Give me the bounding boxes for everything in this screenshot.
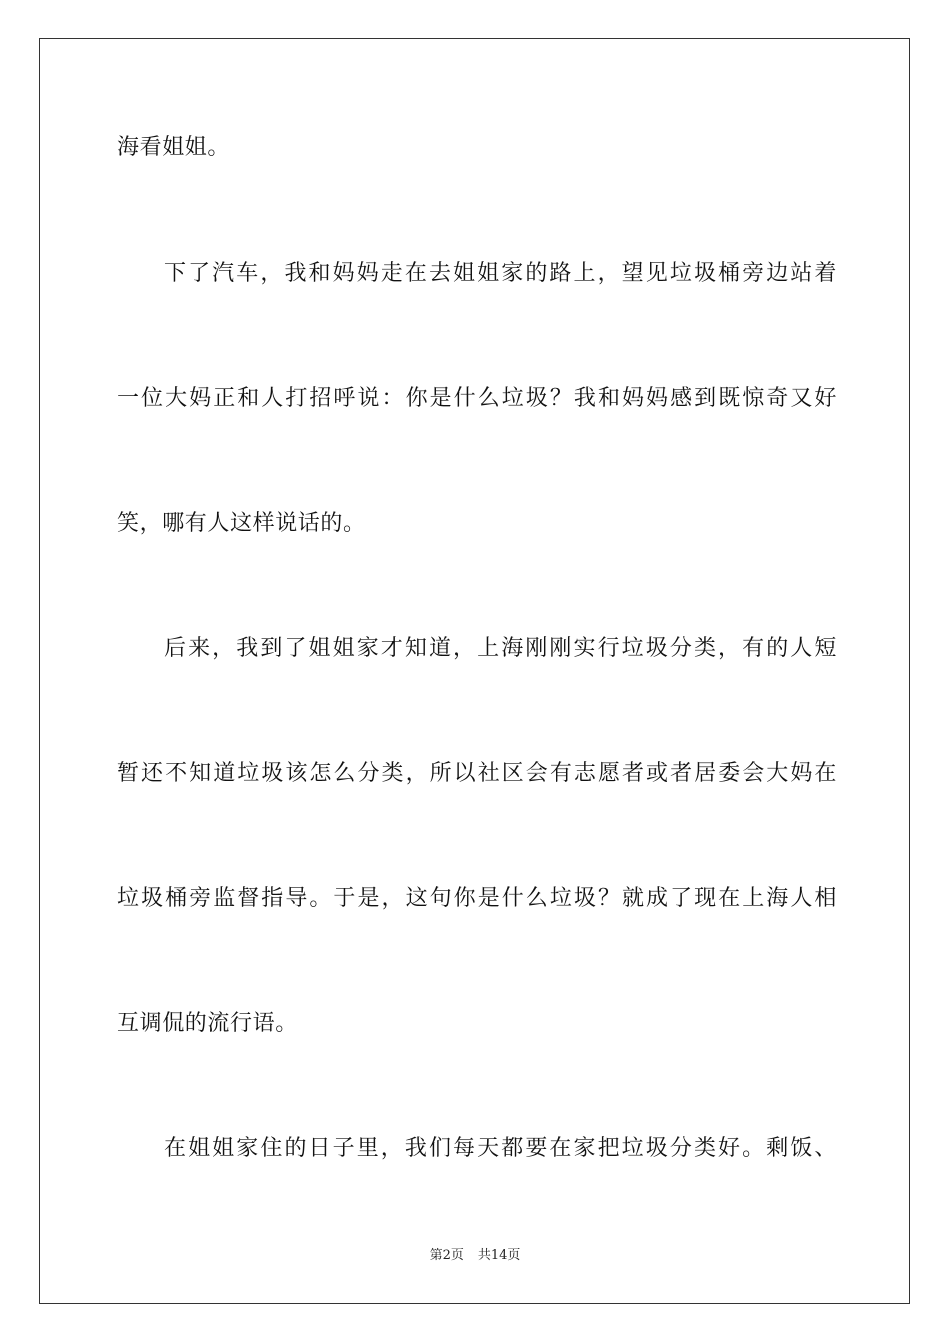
text-line-3: 一位大妈正和人打招呼说：你是什么垃圾？我和妈妈感到既惊奇又好 [117, 386, 837, 411]
page-total: 共14页 [477, 1248, 521, 1263]
text-line-9: 在姐姐家住的日子里，我们每天都要在家把垃圾分类好。剩饭、 [164, 1136, 837, 1161]
text-line-8: 互调侃的流行语。 [117, 1011, 298, 1036]
page-number: 第2页 [429, 1248, 464, 1263]
text-line-7: 垃圾桶旁监督指导。于是，这句你是什么垃圾？就成了现在上海人相 [117, 886, 837, 911]
text-line-1: 海看姐姐。 [117, 135, 231, 160]
page-border [39, 38, 910, 1304]
text-line-4: 笑，哪有人这样说话的。 [117, 511, 366, 536]
text-line-5: 后来，我到了姐姐家才知道，上海刚刚实行垃圾分类，有的人短 [164, 636, 837, 661]
text-line-2: 下了汽车，我和妈妈走在去姐姐家的路上，望见垃圾桶旁边站着 [164, 261, 837, 286]
text-line-6: 暂还不知道垃圾该怎么分类，所以社区会有志愿者或者居委会大妈在 [117, 761, 837, 786]
page-footer [0, 1247, 950, 1265]
